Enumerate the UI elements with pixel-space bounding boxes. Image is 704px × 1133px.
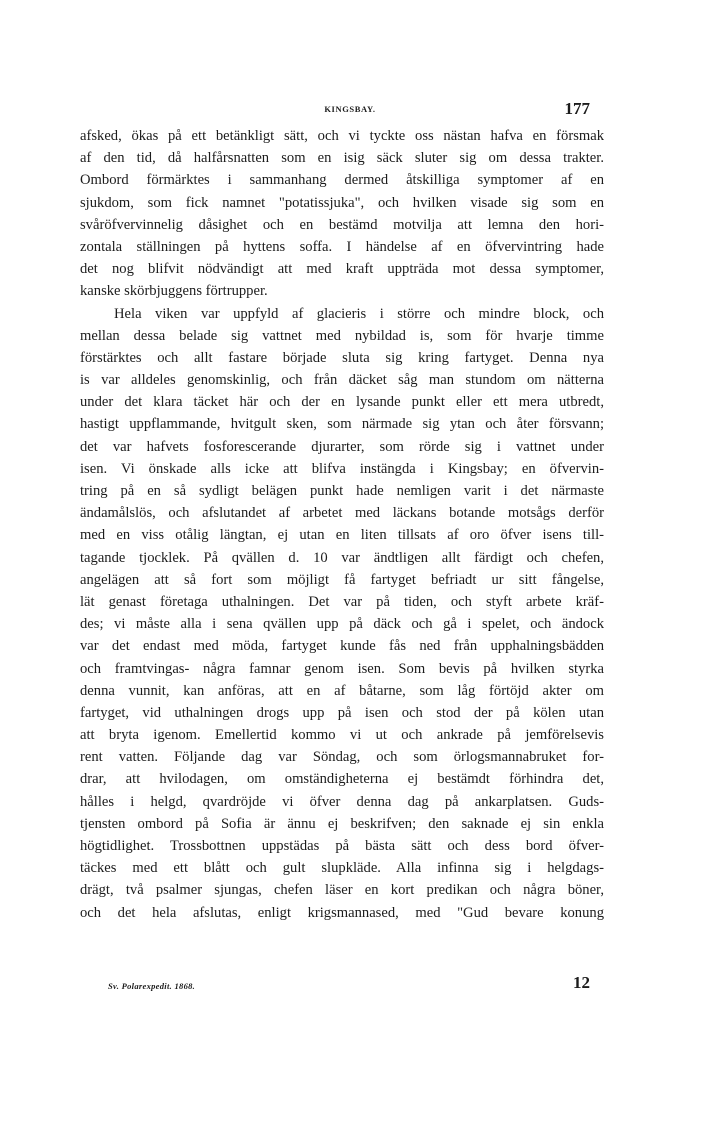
sheet-number: 12 <box>573 973 590 992</box>
text-line: angelägen att så fort som möjligt få fartyget befriadt ur sitt fångelse, <box>80 571 604 588</box>
text-line: svåröfvervinnelig dåsighet och en bestämd motvilja att lemna den hori- <box>80 216 604 233</box>
text-line: drar, att hvilodagen, om omständigheterna ej bestämdt förhindra det, <box>80 771 604 788</box>
text-line: Ombord förmärktes i sammanhang dermed åtskilliga symptomer af en <box>80 172 604 189</box>
text-line: isen. Vi önskade alls icke att blifva instängda i Kingsbay; en öfvervin- <box>80 460 604 477</box>
text-line: det nog blifvit nödvändigt att med kraft uppträda mot dessa symptomer, <box>80 261 604 278</box>
printer-signature: Sv. Polarexpedit. 1868. <box>108 981 196 991</box>
text-line: förstärktes och allt fastare började sluta sig kring fartyget. Denna nya <box>80 349 604 366</box>
text-line: drägt, två psalmer sjungas, chefen läser en kort predikan och några böner, <box>80 882 604 899</box>
text-line: kanske skörbjuggens förtrupper. <box>80 283 268 300</box>
text-line: sjukdom, som fick namnet "potatissjuka", och hvilken visade sig som en <box>80 194 604 211</box>
text-line: denna vunnit, kan anföras, att en af båtarne, som låg förtöjd akter om <box>80 682 604 699</box>
text-line: och det hela afslutas, enligt krigsmannased, med "Gud bevare konung <box>80 904 604 921</box>
text-line: fartyget, vid uthalningen drogs upp på isen och stod der på kölen utan <box>80 704 604 721</box>
text-line: tjensten ombord på Sofia är ännu ej beskrifven; den saknade ej sin enkla <box>80 815 604 832</box>
text-line: och framtvingas- några famnar genom isen. Som bevis på hvilken styrka <box>80 660 604 677</box>
text-line: afsked, ökas på ett betänkligt sätt, och vi tyckte oss nästan hafva en försmak <box>80 128 604 144</box>
text-line: täckes med ett blått och gult slupkläde. Alla infinna sig i helgdags- <box>80 860 604 877</box>
text-line: tagande tjocklek. På qvällen d. 10 var ändtligen allt färdigt och chefen, <box>80 549 604 566</box>
text-line: under det klara täcket här och der en lysande punkt eller ett mera utbredt, <box>80 394 604 411</box>
text-line: ändamålslös, och afslutandet af arbetet med läckans botande motsågs derför <box>80 505 604 522</box>
body-text <box>80 125 604 924</box>
text-line: högtidlighet. Trossbottnen uppstädas på bästa sätt och dess bord öfver- <box>80 838 604 854</box>
text-line: hastigt uppflammande, hvitgult sken, som närmade sig ytan och åter försvann; <box>80 416 604 433</box>
text-line: att bryta igenom. Emellertid kommo vi ut och ankrade på jemförelsevis <box>80 727 604 744</box>
text-line: hålles i helgd, qvardröjde vi öfver denna dag på ankarplatsen. Guds- <box>80 793 604 810</box>
text-line: var det endast med möda, fartyget kunde fås ned från upphalningsbädden <box>80 638 604 655</box>
text-line: det var hafvets fosforescerande djurarter, som rörde sig i vattnet under <box>80 438 604 455</box>
text-line: rent vatten. Följande dag var Söndag, och som örlogsmannabruket for- <box>80 749 604 766</box>
text-line: tring på en så sydligt belägen punkt hade nemligen varit i det närmaste <box>80 483 604 499</box>
text-line: af den tid, då halfårsnatten som en isig säck sluter sig om dessa trakter. <box>80 150 604 167</box>
text-line: is var alldeles genomskinlig, och från däcket såg man stundom om nätterna <box>80 372 604 389</box>
text-line: mellan dessa belade sig vattnet med nybildad is, som för hvarje timme <box>80 327 604 344</box>
text-line: Hela viken var uppfyld af glacieris i större och mindre block, och <box>114 305 604 322</box>
running-title: KINGSBAY. <box>324 104 376 114</box>
text-line: zontala ställningen på hyttens soffa. I händelse af en öfvervintring hade <box>80 238 604 255</box>
text-line: med en viss otålig längtan, ej utan en liten tillsats af oro öfver isens till- <box>80 527 604 544</box>
page-number: 177 <box>564 99 590 118</box>
text-line: lät genast företaga uthalningen. Det var på tiden, och styft arbete kräf- <box>80 593 604 610</box>
text-line: des; vi måste alla i sena qvällen upp på däck och gå i spelet, och ändock <box>80 616 604 633</box>
